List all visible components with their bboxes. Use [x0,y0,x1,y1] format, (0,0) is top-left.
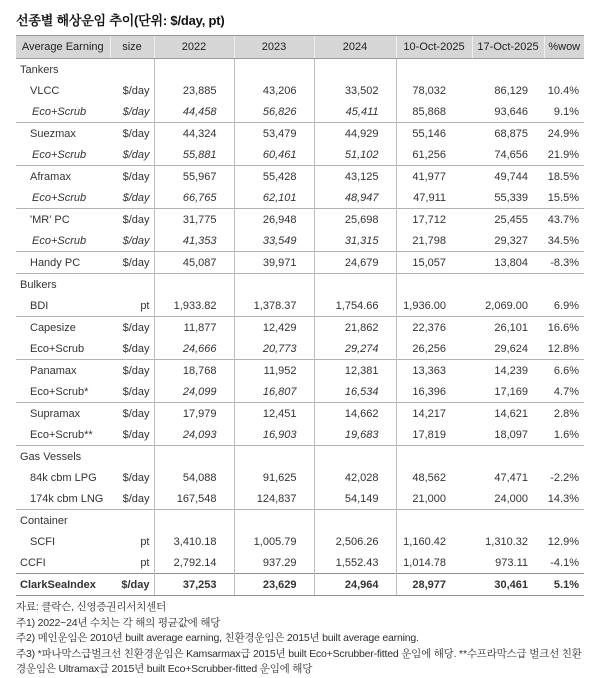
value-2022: 24,093 [154,424,234,446]
col-header-size: size [110,36,154,59]
value-2022: 66,765 [154,187,234,209]
row-unit: $/day [110,403,154,425]
footnotes-block [16,600,591,678]
value-wow: 10.4% [547,84,579,97]
table-row [16,424,584,446]
row-unit: $/day [122,105,150,118]
row-label: SCFI [30,535,56,548]
value-10-oct-2025: 17,819 [396,424,472,446]
freight-rate-table [16,35,584,596]
section-row [16,446,584,468]
value-2023 [234,274,314,296]
row-label: Tankers [20,63,59,76]
value-2023: 26,948 [234,209,314,231]
table-row [16,123,584,145]
value-wow: 34.5% [547,234,579,247]
table-row [16,467,584,488]
row-unit: pt [140,299,150,312]
value-17-oct-2025: 29,624 [494,342,528,355]
row-label: Eco+Scrub [32,148,87,161]
col-header-10-oct-2025: 10-Oct-2025 [396,36,472,59]
value-10-oct-2025: 21,798 [396,230,472,252]
value-2022: 54,088 [154,467,234,488]
value-2022: 3,410.18 [154,531,234,552]
value-2024: 24,964 [314,574,396,596]
table-row [16,187,584,209]
value-2024 [314,510,396,532]
value-wow: 14.3% [547,492,579,505]
col-header--wow: %wow [544,36,584,59]
row-label: Panamax [16,360,110,382]
value-2022: 55,967 [154,166,234,188]
row-unit: $/day [122,492,150,505]
table-title: 선종별 해상운임 추이(단위: $/day, pt) [16,13,225,28]
value-17-oct-2025 [472,446,544,468]
value-wow [544,59,584,81]
col-header-2022: 2022 [154,36,234,59]
value-10-oct-2025: 16,396 [396,381,472,403]
value-17-oct-2025: 1,310.32 [485,535,528,548]
value-2024: 16,534 [314,381,396,403]
value-2023: 12,451 [234,403,314,425]
row-label: 174k cbm LNG [30,492,104,505]
value-2024: 43,125 [314,166,396,188]
row-unit: $/day [122,471,150,484]
row-unit: $/day [110,252,154,274]
row-label: Bulkers [16,274,110,296]
value-2024: 51,102 [314,144,396,166]
value-17-oct-2025: 14,621 [472,403,544,425]
value-wow [544,510,584,532]
table-row [16,101,584,123]
table-row [16,317,584,339]
value-17-oct-2025: 17,169 [494,385,528,398]
value-10-oct-2025: 22,376 [396,317,472,339]
value-17-oct-2025: 68,875 [472,123,544,145]
value-2022: 23,885 [154,80,234,101]
value-2024 [314,59,396,81]
value-2022: 24,666 [154,338,234,360]
value-wow: 2.8% [544,403,584,425]
row-label: Container [16,510,110,532]
value-17-oct-2025: 2,069.00 [485,299,528,312]
value-10-oct-2025: 26,256 [396,338,472,360]
value-10-oct-2025: 1,014.78 [396,552,472,574]
value-2024: 2,506.26 [314,531,396,552]
value-2022: 1,933.82 [154,295,234,317]
value-17-oct-2025 [472,274,544,296]
value-17-oct-2025: 29,327 [494,234,528,247]
value-wow: -4.1% [550,556,579,569]
value-2023: 55,428 [234,166,314,188]
value-2022 [154,274,234,296]
value-10-oct-2025: 85,868 [396,101,472,123]
value-2023: 33,549 [234,230,314,252]
value-wow: 9.1% [553,105,579,118]
footnote-2: 주2) 메인운임은 2010년 built average earning, 친환경운임은 2015년 built average earning. [16,632,419,644]
value-wow: 21.9% [547,148,579,161]
value-wow: 6.6% [544,360,584,382]
value-2023: 53,479 [234,123,314,145]
value-17-oct-2025 [472,510,544,532]
table-row [16,531,584,552]
value-10-oct-2025: 28,977 [396,574,472,596]
value-wow: 24.9% [544,123,584,145]
row-unit: $/day [110,123,154,145]
row-label: Eco+Scrub [32,105,87,118]
row-unit: $/day [110,360,154,382]
value-2022: 167,548 [154,488,234,510]
row-label: Eco+Scrub [32,191,87,204]
row-label: Gas Vessels [16,446,110,468]
row-label: BDI [30,299,49,312]
value-2024: 33,502 [314,80,396,101]
value-10-oct-2025: 15,057 [396,252,472,274]
value-2022: 24,099 [154,381,234,403]
value-2023: 16,903 [234,424,314,446]
value-2022 [154,446,234,468]
section-row [16,274,584,296]
row-label: Supramax [16,403,110,425]
row-label: Eco+Scrub* [30,385,89,398]
value-2023: 937.29 [234,552,314,574]
value-2024: 24,679 [314,252,396,274]
value-2023 [234,59,314,81]
value-2022 [154,59,234,81]
table-row [16,166,584,188]
row-label: CCFI [20,556,46,569]
value-2022: 11,877 [154,317,234,339]
value-2023: 1,378.37 [234,295,314,317]
value-2023: 60,461 [234,144,314,166]
row-label: Aframax [16,166,110,188]
value-10-oct-2025: 78,032 [396,80,472,101]
value-wow: 43.7% [544,209,584,231]
value-wow: 12.8% [547,342,579,355]
col-header-17-oct-2025: 17-Oct-2025 [472,36,544,59]
value-wow: 1.6% [553,428,579,441]
value-wow: 5.1% [544,574,584,596]
value-17-oct-2025: 47,471 [494,471,528,484]
row-label: VLCC [30,84,60,97]
value-2022: 41,353 [154,230,234,252]
value-wow: 6.9% [553,299,579,312]
table-row [16,252,584,274]
table-row [16,360,584,382]
value-2022: 55,881 [154,144,234,166]
row-unit [110,59,154,81]
value-10-oct-2025: 13,363 [396,360,472,382]
row-label: 84k cbm LPG [30,471,97,484]
value-17-oct-2025: 18,097 [494,428,528,441]
row-unit: $/day [122,428,150,441]
value-2022: 18,768 [154,360,234,382]
col-header-2024: 2024 [314,36,396,59]
value-wow: 16.6% [544,317,584,339]
col-header-2023: 2023 [234,36,314,59]
value-17-oct-2025: 86,129 [494,84,528,97]
table-row [16,295,584,317]
source-note: 자료: 클락슨, 신영증권리서치센터 [16,601,167,613]
value-2024: 14,662 [314,403,396,425]
value-2024: 42,028 [314,467,396,488]
value-2024: 21,862 [314,317,396,339]
value-2022: 31,775 [154,209,234,231]
row-unit [110,446,154,468]
value-2024 [314,274,396,296]
row-unit: $/day [122,385,150,398]
value-2023: 16,807 [234,381,314,403]
row-unit: $/day [122,84,150,97]
row-unit: pt [140,556,150,569]
value-wow: 4.7% [553,385,579,398]
value-2022 [154,510,234,532]
table-row [16,552,584,574]
footnote-3: 주3) *파나막스급벌크선 친환경운임은 Kamsarmax급 2015년 built Eco+Scrubber-fitted 운임에 해당. **수프라막스급 벌크선 친환경운임은 Ultramax급 2015년 built Eco+Scrubber-fitted 운임에 해당 [16,647,582,675]
value-wow [544,274,584,296]
value-2023: 23,629 [234,574,314,596]
value-2023: 11,952 [234,360,314,382]
value-10-oct-2025: 55,146 [396,123,472,145]
value-17-oct-2025: 14,239 [472,360,544,382]
value-2024 [314,446,396,468]
value-wow: 18.5% [544,166,584,188]
value-2022: 45,087 [154,252,234,274]
value-2022: 44,458 [154,101,234,123]
value-2022: 37,253 [154,574,234,596]
table-row [16,574,584,596]
row-unit: $/day [110,317,154,339]
value-2022: 44,324 [154,123,234,145]
value-2023: 1,005.79 [234,531,314,552]
value-wow: -8.3% [544,252,584,274]
section-row [16,510,584,532]
row-label: Suezmax [16,123,110,145]
value-10-oct-2025 [396,446,472,468]
value-17-oct-2025: 26,101 [472,317,544,339]
value-2024: 45,411 [314,101,396,123]
row-label: Capesize [16,317,110,339]
value-2022: 2,792.14 [154,552,234,574]
table-row [16,381,584,403]
table-row [16,338,584,360]
table-header-row [16,36,584,59]
row-unit: $/day [122,234,150,247]
value-2023 [234,446,314,468]
value-2023: 62,101 [234,187,314,209]
table-row [16,403,584,425]
table-row [16,209,584,231]
footnote-1: 주1) 2022~24년 수치는 각 해의 평균값에 해당 [16,616,221,629]
row-unit: $/day [110,574,154,596]
value-2023: 56,826 [234,101,314,123]
value-17-oct-2025: 973.11 [495,556,528,569]
value-10-oct-2025: 14,217 [396,403,472,425]
row-label: ClarkSeaIndex [16,574,110,596]
value-2023: 20,773 [234,338,314,360]
row-unit: pt [140,535,150,548]
row-label: Eco+Scrub [32,234,87,247]
value-2022: 17,979 [154,403,234,425]
col-header-average-earning: Average Earning [16,36,110,59]
value-wow: 12.9% [547,535,579,548]
value-17-oct-2025 [472,59,544,81]
row-unit: $/day [122,342,150,355]
value-10-oct-2025: 47,911 [396,187,472,209]
value-wow: 15.5% [547,191,579,204]
row-unit [110,274,154,296]
value-10-oct-2025: 41,977 [396,166,472,188]
value-10-oct-2025: 17,712 [396,209,472,231]
table-row [16,488,584,510]
value-2024: 29,274 [314,338,396,360]
value-2024: 54,149 [314,488,396,510]
value-wow [544,446,584,468]
value-2023: 124,837 [234,488,314,510]
value-17-oct-2025: 49,744 [472,166,544,188]
value-2024: 1,552.43 [314,552,396,574]
table-row [16,144,584,166]
table-row [16,230,584,252]
value-10-oct-2025: 61,256 [396,144,472,166]
section-row [16,59,584,81]
value-17-oct-2025: 24,000 [494,492,528,505]
row-unit: $/day [110,166,154,188]
value-10-oct-2025: 48,562 [396,467,472,488]
value-2023 [234,510,314,532]
row-label: Eco+Scrub [30,342,85,355]
row-label: Handy PC [16,252,110,274]
value-2024: 1,754.66 [314,295,396,317]
row-unit: $/day [122,148,150,161]
row-unit: $/day [110,209,154,231]
value-17-oct-2025: 74,656 [494,148,528,161]
value-wow: -2.2% [550,471,579,484]
value-2023: 91,625 [234,467,314,488]
value-10-oct-2025: 1,936.00 [396,295,472,317]
row-label: Eco+Scrub** [30,428,93,441]
table-row [16,80,584,101]
value-17-oct-2025: 55,339 [494,191,528,204]
value-2024: 25,698 [314,209,396,231]
value-17-oct-2025: 30,461 [472,574,544,596]
value-2024: 19,683 [314,424,396,446]
value-10-oct-2025 [396,510,472,532]
value-2024: 48,947 [314,187,396,209]
value-10-oct-2025 [396,59,472,81]
row-label: 'MR' PC [16,209,110,231]
value-10-oct-2025: 21,000 [396,488,472,510]
value-17-oct-2025: 25,455 [472,209,544,231]
value-10-oct-2025 [396,274,472,296]
value-2023: 39,971 [234,252,314,274]
value-2024: 31,315 [314,230,396,252]
value-17-oct-2025: 13,804 [472,252,544,274]
value-2024: 44,929 [314,123,396,145]
value-10-oct-2025: 1,160.42 [396,531,472,552]
value-17-oct-2025: 93,646 [494,105,528,118]
value-2024: 12,381 [314,360,396,382]
value-2023: 12,429 [234,317,314,339]
row-unit [110,510,154,532]
value-2023: 43,206 [234,80,314,101]
row-unit: $/day [122,191,150,204]
